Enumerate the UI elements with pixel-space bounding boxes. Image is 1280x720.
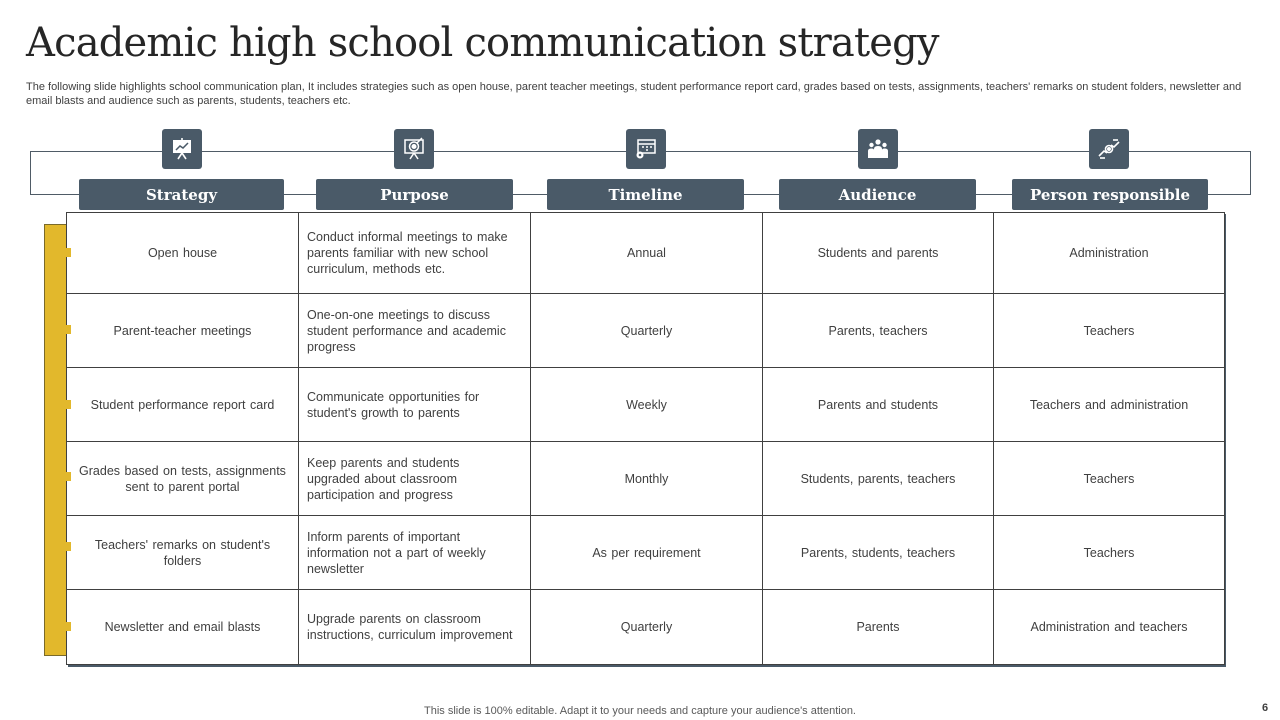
table-row: [67, 368, 1225, 442]
responsible-cell: Administration and teachers: [994, 590, 1225, 665]
audience-cell: Parents, students, teachers: [763, 516, 994, 590]
header-audience: Audience: [779, 179, 976, 210]
strategy-cell: Teachers' remarks on student's folders: [67, 516, 299, 590]
row-bullet: [62, 622, 71, 631]
audience-cell: Parents, teachers: [763, 294, 994, 368]
table-row: [67, 294, 1225, 368]
table-row: [67, 213, 1225, 294]
slide-subtitle: The following slide highlights school communication plan, It includes strategies such as open house, parent teacher meetings, student performance report card, grades based on tests, assignments, teachers' remarks on student folders, newsletter and email blasts and audience such as parents, students, teachers etc.: [26, 81, 1242, 107]
row-bullet: [62, 325, 71, 334]
audience-cell: Students and parents: [763, 213, 994, 294]
table-row: [67, 516, 1225, 590]
audience-cell: Parents and students: [763, 368, 994, 442]
target-easel-icon: [394, 129, 434, 169]
header-person-responsible: Person responsible: [1012, 179, 1208, 210]
strategy-cell: Grades based on tests, assignments sent to parent portal: [67, 442, 299, 516]
header-strategy: Strategy: [79, 179, 284, 210]
calendar-gear-icon: [626, 129, 666, 169]
purpose-cell: Conduct informal meetings to make parents familiar with new school curriculum, methods etc.: [299, 213, 531, 294]
timeline-cell: Quarterly: [531, 294, 763, 368]
timeline-cell: Weekly: [531, 368, 763, 442]
accent-bar: [44, 224, 68, 656]
strategy-cell: Open house: [67, 213, 299, 294]
responsible-cell: Teachers: [994, 442, 1225, 516]
strategy-cell: Student performance report card: [67, 368, 299, 442]
timeline-cell: Annual: [531, 213, 763, 294]
page-number: 6: [1262, 702, 1269, 714]
hands-gear-icon: [1089, 129, 1129, 169]
header-purpose: Purpose: [316, 179, 513, 210]
responsible-cell: Teachers: [994, 516, 1225, 590]
group-people-icon: [858, 129, 898, 169]
purpose-cell: Upgrade parents on classroom instructions, curriculum improvement: [299, 590, 531, 665]
purpose-cell: One-on-one meetings to discuss student performance and academic progress: [299, 294, 531, 368]
timeline-cell: As per requirement: [531, 516, 763, 590]
strategy-cell: Newsletter and email blasts: [67, 590, 299, 665]
strategy-table: [66, 212, 1225, 665]
table-row: [67, 442, 1225, 516]
row-bullet: [62, 472, 71, 481]
row-bullet: [62, 400, 71, 409]
responsible-cell: Administration: [994, 213, 1225, 294]
presentation-board-icon: [162, 129, 202, 169]
audience-cell: Parents: [763, 590, 994, 665]
purpose-cell: Communicate opportunities for student's growth to parents: [299, 368, 531, 442]
row-bullet: [62, 542, 71, 551]
header-timeline: Timeline: [547, 179, 744, 210]
row-bullet: [62, 248, 71, 257]
purpose-cell: Inform parents of important information not a part of weekly newsletter: [299, 516, 531, 590]
strategy-cell: Parent-teacher meetings: [67, 294, 299, 368]
responsible-cell: Teachers: [994, 294, 1225, 368]
slide-title: Academic high school communication strategy: [26, 20, 939, 66]
purpose-cell: Keep parents and students upgraded about classroom participation and progress: [299, 442, 531, 516]
audience-cell: Students, parents, teachers: [763, 442, 994, 516]
footer-note: This slide is 100% editable. Adapt it to your needs and capture your audience's attention.: [424, 705, 856, 717]
table-row: [67, 590, 1225, 665]
responsible-cell: Teachers and administration: [994, 368, 1225, 442]
timeline-cell: Quarterly: [531, 590, 763, 665]
timeline-cell: Monthly: [531, 442, 763, 516]
